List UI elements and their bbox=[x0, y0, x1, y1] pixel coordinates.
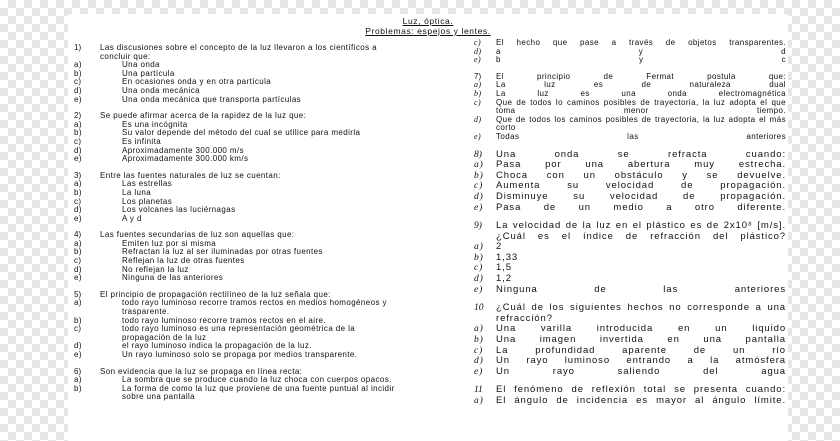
option-text: Las estrellas bbox=[122, 179, 173, 189]
question-number: 9) bbox=[474, 221, 482, 232]
answer-option bbox=[74, 215, 396, 224]
option-letter: b) bbox=[474, 252, 484, 263]
question-text: El principio de propagación rectilíneo de la luz señala que: bbox=[100, 289, 331, 299]
answer-option bbox=[474, 116, 786, 133]
answer-option bbox=[74, 351, 396, 360]
option-text: La luz es una onda electromagnética bbox=[496, 88, 786, 98]
option-letter: a) bbox=[74, 238, 82, 248]
option-text: El hecho que pase a través de objetos transparentes. bbox=[496, 38, 786, 47]
option-letter: d) bbox=[474, 114, 482, 124]
answer-option bbox=[474, 285, 786, 296]
option-letter: d) bbox=[74, 85, 82, 95]
question-text: Las fuentes secundarias de luz son aquellas que: bbox=[100, 230, 295, 240]
option-letter: d) bbox=[74, 264, 82, 274]
question-number: 5) bbox=[74, 289, 82, 299]
option-letter: b) bbox=[74, 68, 82, 78]
question-number: 8) bbox=[474, 149, 482, 160]
option-text: Una partícula bbox=[122, 68, 175, 78]
answer-option bbox=[474, 99, 786, 116]
answer-option bbox=[74, 299, 396, 316]
option-letter: c) bbox=[474, 263, 484, 274]
option-text: Los volcanes las luciérnagas bbox=[122, 205, 236, 215]
option-text: Su valor depende del método del cual se utilice para medirla bbox=[122, 128, 361, 138]
question-text: Una onda se refracta cuando: bbox=[496, 148, 786, 160]
option-letter: a) bbox=[474, 324, 484, 335]
question-text: Son evidencia que la luz se propaga en línea recta: bbox=[100, 366, 303, 376]
option-text: Choca con un obstáculo y se devuelve. bbox=[496, 169, 786, 181]
option-letter: b) bbox=[74, 128, 82, 138]
question-item bbox=[74, 172, 396, 224]
answer-option bbox=[474, 396, 786, 407]
option-letter: e) bbox=[74, 154, 82, 164]
option-text: Una imagen invertida en una pantalla bbox=[496, 334, 786, 346]
question-text: Se puede afirmar acerca de la rapidez de la luz que: bbox=[100, 111, 307, 121]
option-letter: c) bbox=[74, 256, 82, 266]
question-item bbox=[74, 231, 396, 283]
document-page bbox=[68, 14, 788, 441]
option-letter: a) bbox=[474, 160, 484, 171]
question-number: 6) bbox=[74, 366, 82, 376]
option-text: A y d bbox=[122, 213, 142, 223]
answer-option bbox=[474, 192, 786, 203]
option-text: Un rayo luminoso solo se propaga por medios transparente. bbox=[122, 350, 358, 359]
question-text: El fenómeno de reflexión total se presenta cuando: bbox=[496, 384, 786, 396]
option-text: todo rayo luminoso es una representación geométrica de la propagación de la luz bbox=[122, 324, 356, 342]
option-letter: c) bbox=[74, 196, 82, 206]
answer-option bbox=[474, 367, 786, 378]
question-number: 2) bbox=[74, 111, 82, 121]
option-letter: d) bbox=[474, 191, 484, 202]
question-item bbox=[74, 368, 396, 402]
answer-option bbox=[74, 274, 396, 283]
option-letter: a) bbox=[474, 242, 484, 253]
option-text: La profundidad aparente de un río bbox=[496, 344, 786, 356]
option-letter: a) bbox=[74, 60, 82, 70]
question-item bbox=[74, 112, 396, 164]
option-letter: c) bbox=[74, 136, 82, 146]
question-number: 3) bbox=[74, 170, 82, 180]
option-letter: d) bbox=[74, 341, 82, 351]
question-item bbox=[474, 221, 786, 295]
question-number: 4) bbox=[74, 230, 82, 240]
option-letter: e) bbox=[474, 202, 484, 213]
option-text: En ocasiones onda y en otra partícula bbox=[122, 77, 272, 87]
option-letter: a) bbox=[74, 375, 82, 385]
right-column bbox=[474, 39, 786, 415]
question-text: La velocidad de la luz en el plástico es de 2x10⁸ [m/s]. ¿Cuál es el índice de refracción del plástico? bbox=[496, 220, 786, 242]
option-letter: e) bbox=[74, 213, 82, 223]
option-text: Es una incógnita bbox=[122, 119, 188, 129]
question-item bbox=[474, 385, 786, 406]
option-text: La sombra que se produce cuando la luz choca con cuerpos opacos. bbox=[122, 375, 392, 385]
option-text: Un rayo luminoso entrando a la atmósfera bbox=[496, 355, 786, 367]
option-text: a y d bbox=[496, 46, 786, 56]
option-letter: e) bbox=[474, 366, 484, 377]
option-text: Aumenta su velocidad de propagación. bbox=[496, 180, 786, 192]
document-subtitle: Problemas: espejos y lentes. bbox=[365, 26, 491, 36]
option-letter: c) bbox=[474, 97, 482, 107]
question-text: ¿Cuál de los siguientes hechos no corresponde a una refracción? bbox=[496, 302, 786, 324]
option-text: 1,33 bbox=[496, 251, 519, 263]
answer-option bbox=[474, 263, 786, 274]
option-text: Refractan la luz al ser iluminadas por otras fuentes bbox=[122, 247, 323, 257]
option-letter: b) bbox=[474, 170, 484, 181]
option-letter: b) bbox=[474, 335, 484, 346]
answer-option bbox=[474, 56, 786, 65]
option-text: Emiten luz por si misma bbox=[122, 238, 217, 248]
document-header bbox=[68, 16, 788, 36]
option-letter: b) bbox=[474, 88, 482, 98]
option-text: Que de todos lo caminos posibles de trayectoria, la luz adopta el que toma menor tiempo. bbox=[496, 97, 786, 116]
option-letter: a) bbox=[74, 298, 82, 308]
question-number: 11 bbox=[474, 385, 483, 396]
option-text: Pasa de un medio a otro diferente. bbox=[496, 201, 786, 213]
option-letter: e) bbox=[74, 94, 82, 104]
option-text: Es infinita bbox=[122, 136, 162, 146]
option-letter: d) bbox=[74, 145, 82, 155]
question-item bbox=[74, 291, 396, 360]
option-text: 2 bbox=[496, 241, 503, 253]
option-text: No reflejan la luz bbox=[122, 264, 189, 274]
question-item bbox=[474, 150, 786, 214]
option-text: Una varilla introducida en un liquido bbox=[496, 323, 786, 335]
option-text: Un rayo saliendo del agua bbox=[496, 365, 786, 377]
answer-option bbox=[74, 96, 396, 105]
option-text: todo rayo luminoso recorre tramos rectos en medios homogéneos y trasparente. bbox=[122, 298, 387, 317]
option-text: 1,2 bbox=[496, 273, 512, 285]
answer-option bbox=[74, 385, 396, 402]
option-text: b y c bbox=[496, 55, 786, 65]
option-letter: d) bbox=[474, 46, 482, 56]
option-letter: d) bbox=[474, 274, 484, 285]
option-text: Ninguna de las anteriores bbox=[496, 283, 786, 295]
option-letter: c) bbox=[474, 181, 484, 192]
option-letter: b) bbox=[74, 247, 82, 257]
document-title: Luz, óptica. bbox=[402, 16, 454, 26]
answer-option bbox=[474, 253, 786, 264]
option-text: Una onda mecánica bbox=[122, 85, 200, 95]
question-item bbox=[74, 44, 396, 104]
option-text: Disminuye su velocidad de propagación. bbox=[496, 190, 786, 202]
question-number: 7) bbox=[474, 71, 482, 81]
option-text: Aproximadamente 300.000 m/s bbox=[122, 145, 244, 155]
option-letter: e) bbox=[74, 350, 82, 359]
option-letter: c) bbox=[74, 324, 82, 334]
answer-option bbox=[474, 242, 786, 253]
option-letter: c) bbox=[474, 345, 484, 356]
option-text: Una onda bbox=[122, 60, 160, 70]
option-letter: e) bbox=[474, 131, 482, 141]
option-text: La luz es de naturaleza dual bbox=[496, 80, 786, 90]
option-text: Una onda mecánica que transporta partículas bbox=[122, 94, 302, 104]
question-item bbox=[474, 39, 786, 65]
option-text: La forma de como la luz que proviene de una fuente puntual al incidir sobre una pantalla bbox=[122, 383, 395, 402]
option-letter: d) bbox=[474, 356, 484, 367]
question-item bbox=[474, 303, 786, 377]
answer-option bbox=[74, 155, 396, 164]
answer-option bbox=[474, 203, 786, 214]
option-text: Aproximadamente 300.000 km/s bbox=[122, 154, 249, 164]
option-letter: b) bbox=[74, 383, 82, 393]
option-letter: e) bbox=[74, 273, 82, 283]
option-letter: e) bbox=[474, 55, 482, 65]
option-letter: e) bbox=[474, 284, 484, 295]
option-text: Todas las anteriores bbox=[496, 131, 786, 141]
option-letter: a) bbox=[74, 119, 82, 129]
option-letter: b) bbox=[74, 315, 82, 325]
option-letter: a) bbox=[74, 179, 82, 189]
option-text: el rayo luminoso indica la propagación de la luz. bbox=[122, 341, 312, 351]
answer-option bbox=[74, 325, 396, 342]
option-letter: d) bbox=[74, 205, 82, 215]
left-column bbox=[74, 44, 396, 410]
question-number: 1) bbox=[74, 43, 82, 52]
option-text: El ángulo de incidencia es mayor al ángulo límite. bbox=[496, 395, 786, 406]
option-text: La luna bbox=[122, 187, 152, 197]
option-text: Los planetas bbox=[122, 196, 173, 206]
question-text: Las discusiones sobre el concepto de la luz llevaron a los científicos a concluir que: bbox=[100, 43, 377, 61]
option-text: Ninguna de las anteriores bbox=[122, 273, 224, 283]
option-text: Reflejan la luz de otras fuentes bbox=[122, 256, 245, 266]
option-letter: a) bbox=[474, 80, 482, 90]
option-letter: b) bbox=[74, 187, 82, 197]
option-text: todo rayo luminoso recorre tramos rectos en el aire. bbox=[122, 315, 326, 325]
question-number: 10 bbox=[474, 303, 484, 314]
option-letter: c) bbox=[474, 38, 482, 47]
option-text: 1,5 bbox=[496, 262, 512, 274]
answer-option bbox=[474, 133, 786, 142]
question-item bbox=[474, 73, 786, 142]
option-letter: a) bbox=[474, 396, 484, 406]
option-text: Que de todos los caminos posibles de trayectoria, la luz adopta el más corto bbox=[496, 114, 786, 133]
option-letter: c) bbox=[74, 77, 82, 87]
question-text: Entre las fuentes naturales de luz se cuentan: bbox=[100, 170, 281, 180]
question-text: El principio de Fermat postula que: bbox=[496, 71, 786, 81]
option-text: Pasa por una abertura muy estrecha. bbox=[496, 159, 786, 171]
